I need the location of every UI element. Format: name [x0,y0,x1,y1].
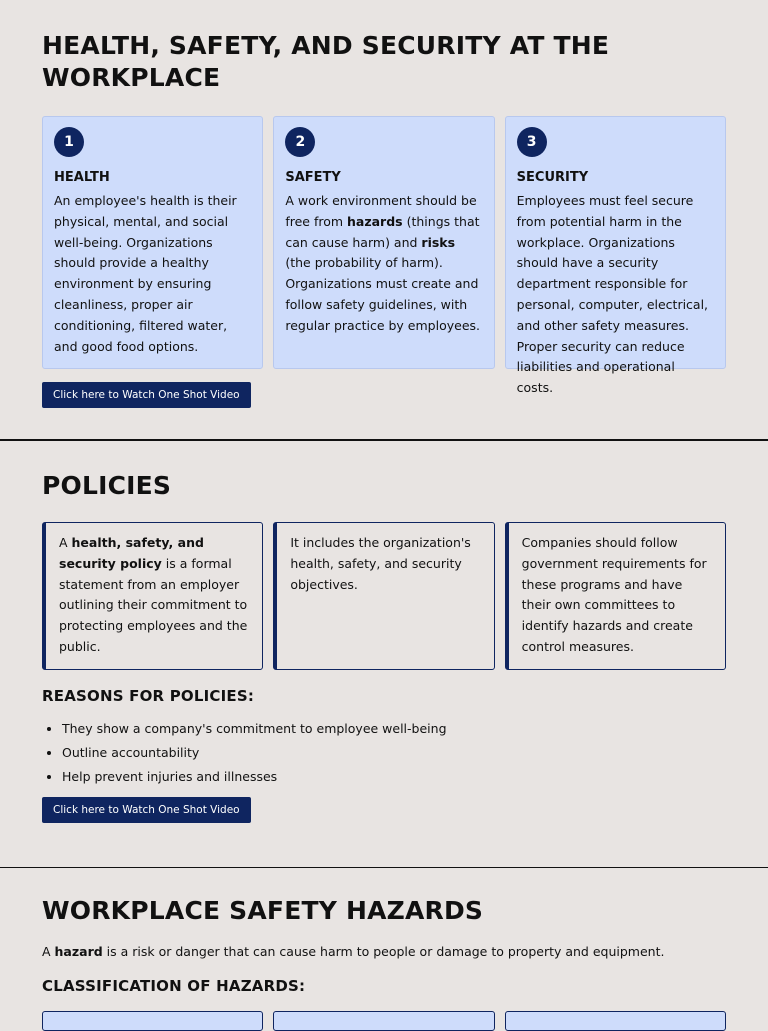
number-badge-1: 1 [54,127,84,157]
text-fragment: A work environment should be free from [285,193,477,229]
policy-card-requirements [505,522,726,670]
bold-term-policy: health, safety, and security policy [59,535,204,571]
list-item: • Outline accountability [62,743,726,764]
card-title-safety: SAFETY [285,170,341,185]
card-text-security: Employees must feel secure from potential harm in the workplace. Organizations should have a security department responsible for personal, computer, electrical, and other safety measures. Proper security can reduce liabilities and operational costs. [516,193,709,396]
hazard-cards [42,1011,726,1031]
watch-video-button-2[interactable]: Click here to Watch One Shot Video [42,797,251,823]
policy-card-text-objectives: It includes the organization's health, safety, and security objectives. [290,535,471,592]
text-fragment: A [42,943,55,959]
hazard-definition [42,942,726,963]
policy-card-definition [42,522,263,670]
hazard-card [42,1011,263,1031]
list-item: • Help prevent injuries and illnesses [62,767,726,788]
text-fragment: A [59,535,72,550]
bold-term-hazards: hazards [347,213,403,229]
text-fragment: (things that can cause harm) and [285,213,480,250]
reasons-list [42,719,726,788]
card-security [505,116,726,396]
section-workplace-safety-hazards [0,868,768,1031]
card-health [42,116,263,369]
policy-card-objectives [273,522,494,670]
watch-video-button-1[interactable]: Click here to Watch One Shot Video [42,382,251,408]
hazard-card [273,1011,494,1031]
card-safety [273,116,494,369]
policy-card-text-requirements: Companies should follow government requirements for these programs and have their own committees to identify hazards and create control measures. [521,535,707,654]
hazard-card [505,1011,726,1031]
list-item: • They show a company's commitment to employee well-being [62,719,726,740]
section-title-workplace-safety-hazards: WORKPLACE SAFETY HAZARDS [42,895,484,925]
reasons-for-policies-heading: REASONS FOR POLICIES: [42,687,255,705]
number-badge-2: 2 [285,127,315,157]
section-title-policies: POLICIES [42,471,172,500]
text-fragment: is a risk or danger that can cause harm to people or damage to property and equipment. [102,943,665,959]
card-text-safety [285,191,483,337]
bold-term-risks: risks [421,234,456,250]
policy-cards [42,522,726,670]
card-title-health: HEALTH [54,170,110,185]
classification-of-hazards-heading: CLASSIFICATION OF HAZARDS: [42,976,306,995]
card-title-security: SECURITY [516,170,589,185]
text-fragment: is a formal statement from an employer outlining their commitment to protecting employees and the public. [59,555,248,654]
section-policies [0,441,768,826]
text-fragment: (the probability of harm). Organizations must create and follow safety guidelines, with regular practice by employees. [285,255,480,333]
policy-card-text-definition [59,533,252,658]
section-health-safety-security [0,0,768,411]
number-badge-3: 3 [517,127,547,157]
section-title-health-safety-security: HEALTH, SAFETY, AND SECURITY AT THE WORKPLACE [42,31,610,92]
card-text-health: An employee's health is their physical, mental, and social well-being. Organizations should provide a healthy environment by ensuring cleanliness, proper air conditioning, filtered water, and good food options. [54,193,237,354]
bold-term-hazard: hazard [54,943,103,959]
